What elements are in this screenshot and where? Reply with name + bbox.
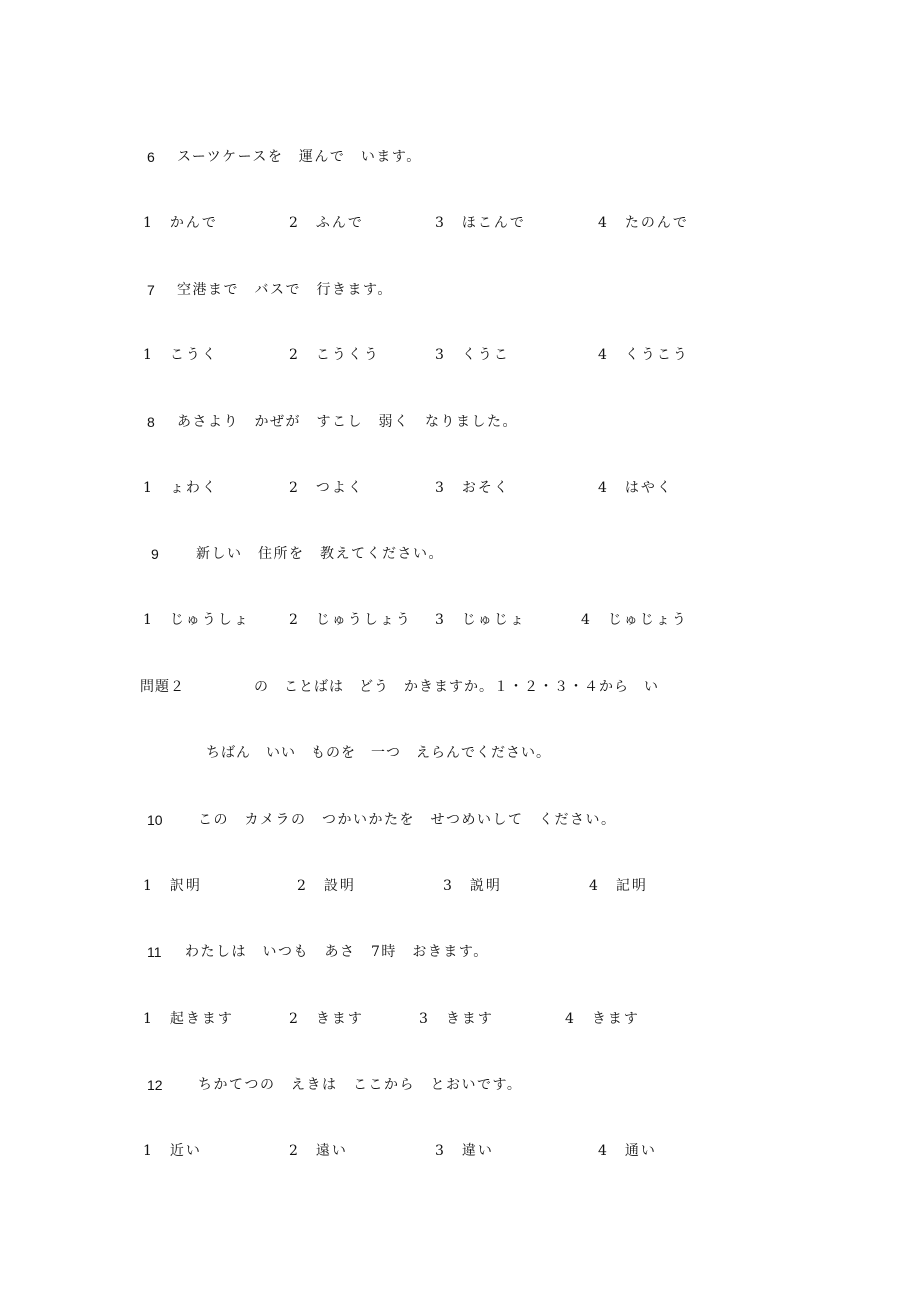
option-1: 1 起きます xyxy=(143,1011,234,1027)
option-3: 3 説明 xyxy=(443,878,502,894)
option-4: 4 たのんで xyxy=(598,215,689,231)
mondai2-text-line1: の ことばは どう かきますか。１・２・３・４から い xyxy=(254,679,659,695)
option-4: 4 記明 xyxy=(589,878,648,894)
question-number: 10 xyxy=(147,812,163,828)
question-text: 新しい 住所を 教えてください。 xyxy=(196,546,444,562)
option-1: 1 近い xyxy=(143,1143,202,1159)
option-4: 4 くうこう xyxy=(598,347,689,363)
option-4: 4 はやく xyxy=(598,480,673,496)
option-2: 2 こうくう xyxy=(289,347,380,363)
option-4: 4 じゅじょう xyxy=(581,612,688,628)
question-number: 6 xyxy=(147,149,155,165)
question-text: 空港まで バスで 行きます。 xyxy=(177,282,393,298)
question-number: 11 xyxy=(147,944,162,960)
question-text: ちかてつの えきは ここから とおいです。 xyxy=(198,1077,523,1093)
option-1: 1 かんで xyxy=(143,215,218,231)
question-text: スーツケースを 運んで います。 xyxy=(177,149,422,165)
option-2: 2 遠い xyxy=(289,1143,348,1159)
question-text: わたしは いつも あさ 7時 おきます。 xyxy=(185,944,489,960)
question-text: あさより かぜが すこし 弱く なりました。 xyxy=(177,414,518,430)
mondai2-label: 問題２ xyxy=(140,679,185,695)
mondai2-text-line2: ちばん いい ものを 一つ えらんでください。 xyxy=(206,745,551,761)
option-2: 2 きます xyxy=(289,1011,364,1027)
option-4: 4 きます xyxy=(565,1011,640,1027)
option-3: 3 ほこんで xyxy=(435,215,526,231)
option-3: 3 違い xyxy=(435,1143,494,1159)
option-3: 3 じゅじょ xyxy=(435,612,526,628)
option-1: 1 訳明 xyxy=(143,878,202,894)
option-2: 2 じゅうしょう xyxy=(289,612,412,628)
option-3: 3 くうこ xyxy=(435,347,510,363)
option-2: 2 つよく xyxy=(289,480,364,496)
question-number: 8 xyxy=(147,414,155,430)
option-4: 4 通い xyxy=(598,1143,657,1159)
option-3: 3 おそく xyxy=(435,480,510,496)
option-1: 1 こうく xyxy=(143,347,218,363)
question-number: 12 xyxy=(147,1077,163,1093)
option-1: 1 じゅうしょ xyxy=(143,612,250,628)
option-2: 2 設明 xyxy=(297,878,356,894)
option-3: 3 きます xyxy=(419,1011,494,1027)
question-number: 7 xyxy=(147,282,155,298)
question-text: この カメラの つかいかたを せつめいして ください。 xyxy=(198,812,617,828)
option-2: 2 ふんで xyxy=(289,215,364,231)
question-number: 9 xyxy=(151,546,159,562)
option-1: 1 ょわく xyxy=(143,480,218,496)
